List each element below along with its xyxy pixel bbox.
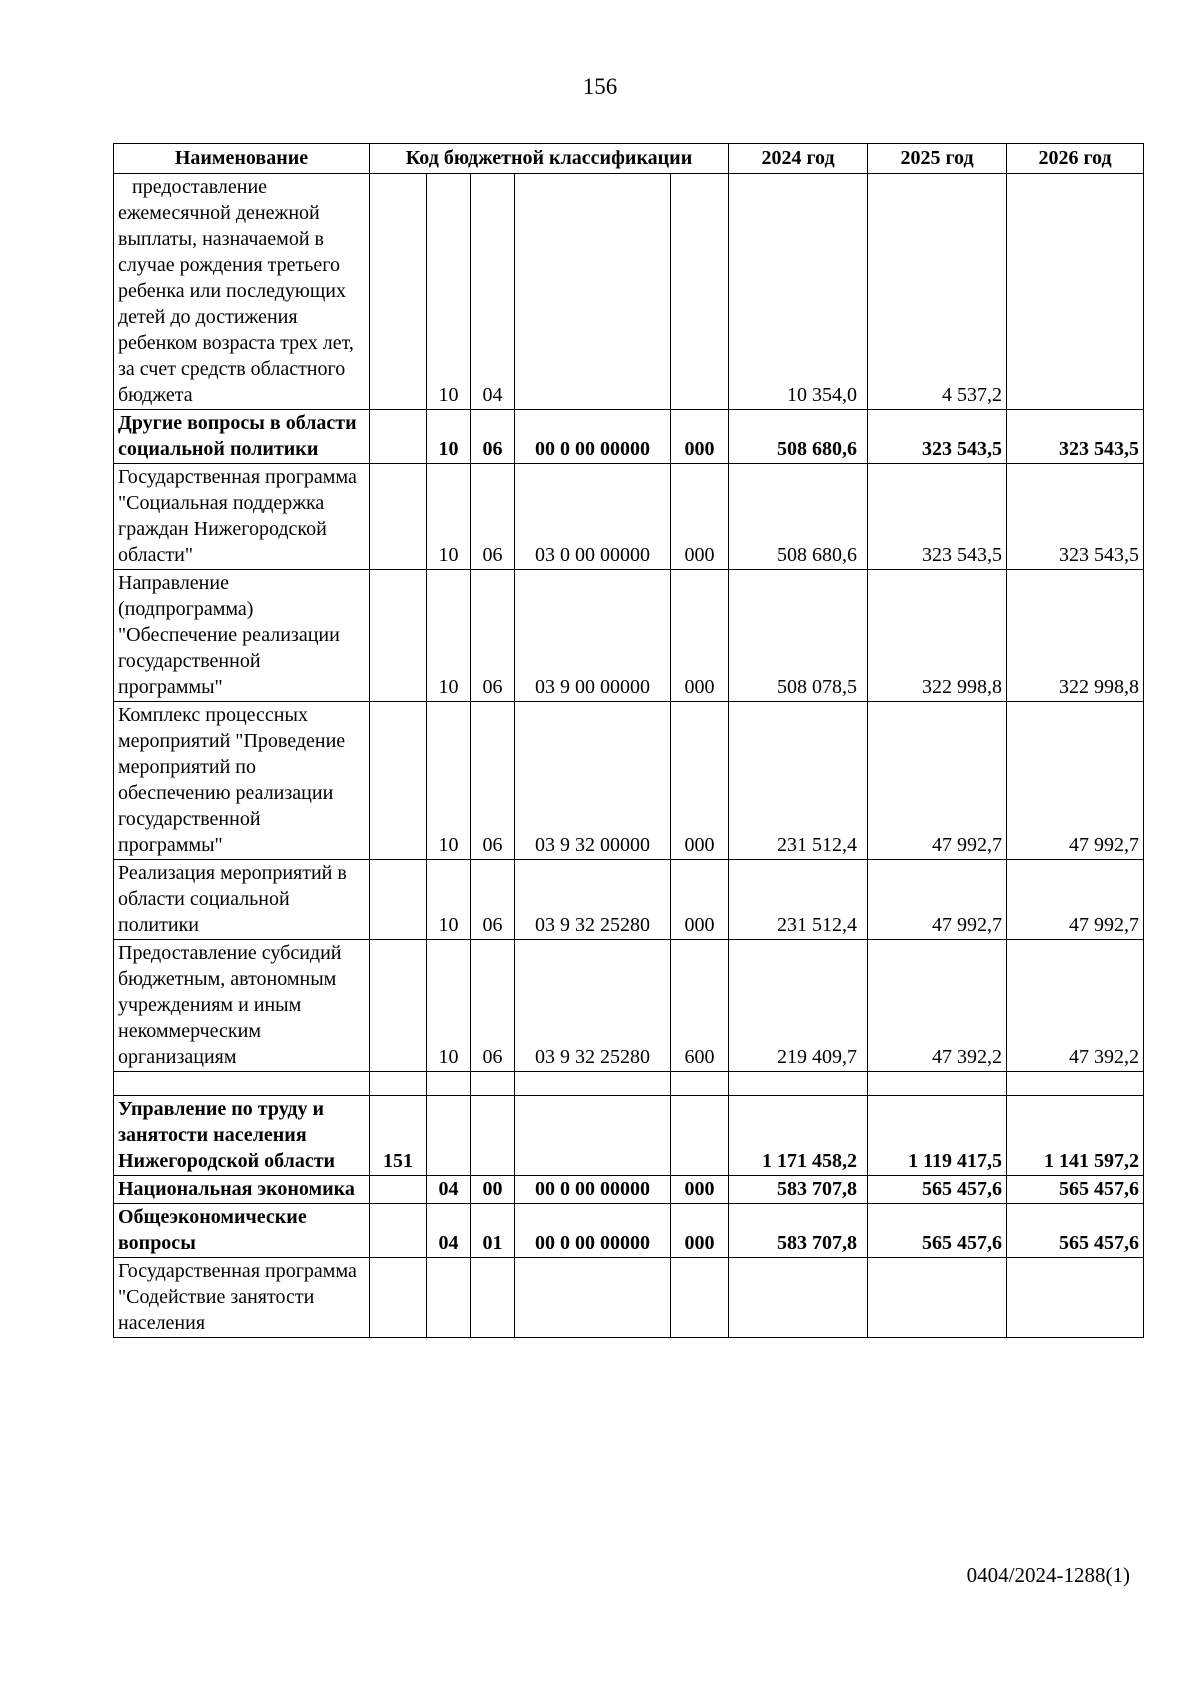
- admin-code: [370, 940, 427, 1072]
- section-code: [427, 1258, 471, 1338]
- table-row: [114, 570, 1144, 702]
- amount-2024: 231 512,4: [729, 702, 868, 860]
- expense-type-code: 000: [671, 410, 729, 464]
- admin-code: [370, 860, 427, 940]
- expense-type-code: 600: [671, 940, 729, 1072]
- target-code: 00 0 00 00000: [515, 410, 671, 464]
- amount-2026: 565 457,6: [1007, 1176, 1144, 1204]
- amount-2025: 322 998,8: [868, 570, 1007, 702]
- section-code: 10: [427, 702, 471, 860]
- admin-code: 151: [370, 1096, 427, 1176]
- empty-cell: [868, 1072, 1007, 1096]
- empty-cell: [471, 1072, 515, 1096]
- target-code: [515, 1258, 671, 1338]
- amount-2024: 583 707,8: [729, 1204, 868, 1258]
- empty-cell: [370, 1072, 427, 1096]
- header-2024: 2024 год: [729, 144, 868, 174]
- amount-2024: [729, 1258, 868, 1338]
- amount-2025: 47 992,7: [868, 702, 1007, 860]
- empty-cell: [1007, 1072, 1144, 1096]
- expense-type-code: 000: [671, 1176, 729, 1204]
- page-number: 156: [582, 74, 618, 99]
- amount-2025: 323 543,5: [868, 464, 1007, 570]
- admin-code: [370, 174, 427, 410]
- subsection-code: 01: [471, 1204, 515, 1258]
- admin-code: [370, 464, 427, 570]
- table-row: [114, 702, 1144, 860]
- document-id: 0404/2024-1288(1): [966, 1563, 1130, 1587]
- row-name: Национальная экономика: [114, 1176, 370, 1204]
- section-code: 10: [427, 940, 471, 1072]
- row-name: Государственная программа "Содействие занятости населения: [114, 1258, 370, 1338]
- table-row: [114, 464, 1144, 570]
- admin-code: [370, 570, 427, 702]
- target-code: 03 9 32 25280: [515, 860, 671, 940]
- amount-2026: 323 543,5: [1007, 410, 1144, 464]
- row-name: Общеэкономические вопросы: [114, 1204, 370, 1258]
- target-code: 03 0 00 00000: [515, 464, 671, 570]
- section-code: 04: [427, 1176, 471, 1204]
- section-code: 10: [427, 860, 471, 940]
- row-name: Другие вопросы в области социальной политики: [114, 410, 370, 464]
- header-2025: 2025 год: [868, 144, 1007, 174]
- row-name: Управление по труду и занятости населения Нижегородской области: [114, 1096, 370, 1176]
- amount-2024: 231 512,4: [729, 860, 868, 940]
- amount-2024: 10 354,0: [729, 174, 868, 410]
- expense-type-code: 000: [671, 860, 729, 940]
- row-name: Комплекс процессных мероприятий "Проведение мероприятий по обеспечению реализации государственной программы": [114, 702, 370, 860]
- row-name: предоставление ежемесячной денежной выплаты, назначаемой в случае рождения третьего ребенка или последующих детей до достижения ребенком возраста трех лет, за счет средств областного бюджета: [114, 174, 370, 410]
- amount-2026: 323 543,5: [1007, 464, 1144, 570]
- amount-2024: 508 680,6: [729, 410, 868, 464]
- table-row: [114, 940, 1144, 1072]
- section-code: 10: [427, 464, 471, 570]
- amount-2026: 565 457,6: [1007, 1204, 1144, 1258]
- admin-code: [370, 410, 427, 464]
- row-name: Направление (подпрограмма) "Обеспечение реализации государственной программы": [114, 570, 370, 702]
- expense-type-code: [671, 1258, 729, 1338]
- subsection-code: 06: [471, 702, 515, 860]
- subsection-code: 06: [471, 860, 515, 940]
- empty-cell: [729, 1072, 868, 1096]
- amount-2026: 322 998,8: [1007, 570, 1144, 702]
- admin-code: [370, 1204, 427, 1258]
- expense-type-code: [671, 174, 729, 410]
- section-code: 04: [427, 1204, 471, 1258]
- amount-2024: 508 078,5: [729, 570, 868, 702]
- subsection-code: 04: [471, 174, 515, 410]
- amount-2025: 47 392,2: [868, 940, 1007, 1072]
- table-row: [114, 1072, 1144, 1096]
- target-code: 00 0 00 00000: [515, 1204, 671, 1258]
- table-row: [114, 174, 1144, 410]
- empty-cell: [114, 1072, 370, 1096]
- amount-2026: 47 392,2: [1007, 940, 1144, 1072]
- amount-2026: 1 141 597,2: [1007, 1096, 1144, 1176]
- expense-type-code: 000: [671, 1204, 729, 1258]
- row-name: Предоставление субсидий бюджетным, автономным учреждениям и иным некоммерческим организациям: [114, 940, 370, 1072]
- target-code: [515, 1096, 671, 1176]
- subsection-code: 06: [471, 410, 515, 464]
- table-row: [114, 1204, 1144, 1258]
- table-header-row: [114, 144, 1144, 174]
- row-name: Государственная программа "Социальная поддержка граждан Нижегородской области": [114, 464, 370, 570]
- subsection-code: 00: [471, 1176, 515, 1204]
- amount-2025: 565 457,6: [868, 1204, 1007, 1258]
- subsection-code: [471, 1258, 515, 1338]
- header-2026: 2026 год: [1007, 144, 1144, 174]
- amount-2025: 4 537,2: [868, 174, 1007, 410]
- row-name: Реализация мероприятий в области социальной политики: [114, 860, 370, 940]
- subsection-code: 06: [471, 464, 515, 570]
- target-code: 03 9 32 25280: [515, 940, 671, 1072]
- amount-2026: [1007, 1258, 1144, 1338]
- empty-cell: [427, 1072, 471, 1096]
- amount-2026: 47 992,7: [1007, 702, 1144, 860]
- empty-cell: [671, 1072, 729, 1096]
- amount-2024: 583 707,8: [729, 1176, 868, 1204]
- amount-2025: 323 543,5: [868, 410, 1007, 464]
- header-name: Наименование: [114, 144, 370, 174]
- subsection-code: [471, 1096, 515, 1176]
- target-code: 03 9 00 00000: [515, 570, 671, 702]
- subsection-code: 06: [471, 940, 515, 1072]
- amount-2024: 508 680,6: [729, 464, 868, 570]
- section-code: [427, 1096, 471, 1176]
- amount-2026: [1007, 174, 1144, 410]
- admin-code: [370, 702, 427, 860]
- empty-cell: [515, 1072, 671, 1096]
- section-code: 10: [427, 570, 471, 702]
- budget-table: [113, 143, 1144, 1338]
- admin-code: [370, 1258, 427, 1338]
- table-row: [114, 1176, 1144, 1204]
- amount-2025: 47 992,7: [868, 860, 1007, 940]
- target-code: [515, 174, 671, 410]
- header-code: Код бюджетной классификации: [370, 144, 729, 174]
- expense-type-code: 000: [671, 570, 729, 702]
- amount-2025: 1 119 417,5: [868, 1096, 1007, 1176]
- admin-code: [370, 1176, 427, 1204]
- table-row: [114, 860, 1144, 940]
- section-code: 10: [427, 174, 471, 410]
- amount-2024: 219 409,7: [729, 940, 868, 1072]
- target-code: 03 9 32 00000: [515, 702, 671, 860]
- expense-type-code: 000: [671, 464, 729, 570]
- subsection-code: 06: [471, 570, 515, 702]
- target-code: 00 0 00 00000: [515, 1176, 671, 1204]
- amount-2025: [868, 1258, 1007, 1338]
- amount-2026: 47 992,7: [1007, 860, 1144, 940]
- table-body: [114, 174, 1144, 1338]
- expense-type-code: 000: [671, 702, 729, 860]
- table-row: [114, 1258, 1144, 1338]
- amount-2025: 565 457,6: [868, 1176, 1007, 1204]
- amount-2024: 1 171 458,2: [729, 1096, 868, 1176]
- table-row: [114, 410, 1144, 464]
- expense-type-code: [671, 1096, 729, 1176]
- section-code: 10: [427, 410, 471, 464]
- table-row: [114, 1096, 1144, 1176]
